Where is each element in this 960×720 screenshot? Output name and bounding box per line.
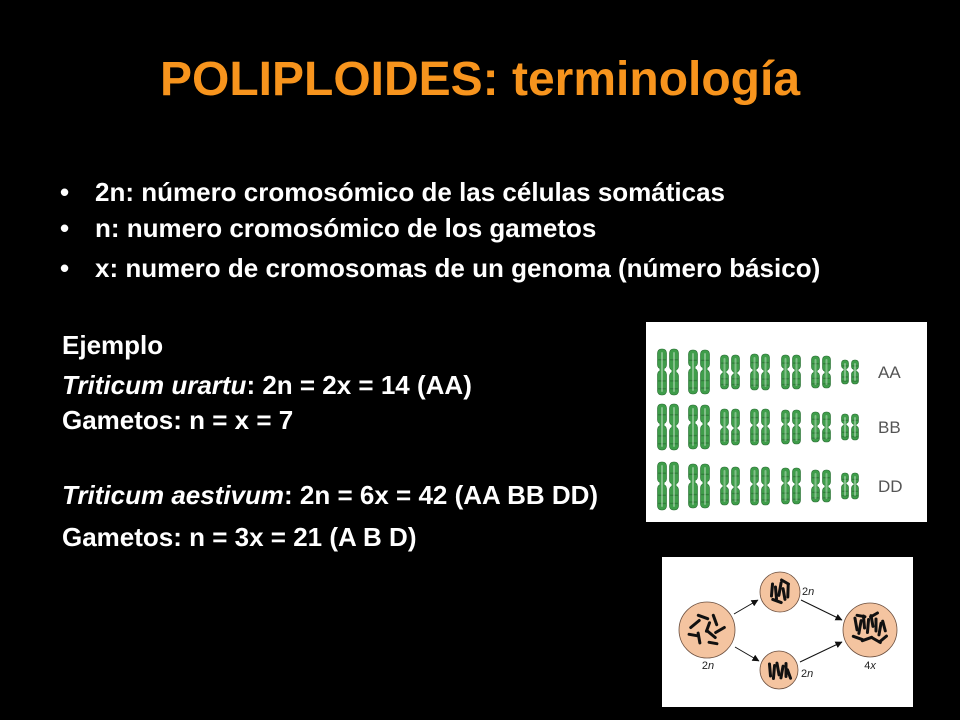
chromosome-highlight bbox=[785, 413, 787, 441]
chromosome bbox=[775, 587, 776, 599]
chromosome bbox=[842, 414, 849, 440]
chromosome bbox=[762, 409, 770, 445]
chromosome-highlight bbox=[673, 352, 675, 392]
chromosome bbox=[732, 409, 740, 445]
chromosome-pair bbox=[782, 468, 801, 504]
chromosome bbox=[823, 356, 831, 388]
chromosome-highlight bbox=[661, 465, 663, 507]
chromosome-pair bbox=[689, 350, 710, 394]
bullet-icon bbox=[60, 176, 95, 208]
species-name: Triticum aestivum bbox=[62, 480, 285, 510]
bullet-icon bbox=[60, 252, 95, 284]
chromosome-highlight bbox=[735, 470, 737, 502]
chromosome-pair bbox=[689, 405, 710, 449]
chromosome bbox=[783, 589, 785, 600]
chromosome bbox=[709, 642, 717, 643]
chromosome-highlight bbox=[661, 407, 663, 447]
chromosome bbox=[855, 618, 857, 630]
chromosome-highlight bbox=[854, 476, 856, 496]
arrow-lower-to-tetraploid bbox=[800, 642, 842, 662]
bullet-item-somatic bbox=[60, 176, 725, 208]
chromosome bbox=[689, 634, 697, 635]
chromosome-pair bbox=[782, 410, 801, 444]
chromosome-pair bbox=[842, 473, 859, 499]
chromosome-pair bbox=[782, 355, 801, 389]
upper-cell bbox=[760, 572, 800, 612]
chromosome bbox=[782, 355, 790, 389]
chromosome-highlight bbox=[692, 408, 694, 446]
chromosome-highlight bbox=[796, 471, 798, 501]
chromosome bbox=[782, 468, 790, 504]
chromosome-highlight bbox=[724, 412, 726, 442]
example-urartu-line bbox=[62, 369, 472, 401]
chromosome-highlight bbox=[826, 473, 828, 499]
chromosome-highlight bbox=[704, 353, 706, 391]
chromosome-highlight bbox=[844, 363, 846, 381]
chromosome-highlight bbox=[735, 358, 737, 386]
chromosome bbox=[852, 360, 859, 384]
genome-row-aa bbox=[658, 349, 859, 395]
chromosome-highlight bbox=[826, 415, 828, 439]
genome-label-aa: AA bbox=[878, 363, 901, 382]
genome-label-bb: BB bbox=[878, 418, 901, 437]
chromosome-highlight bbox=[692, 467, 694, 505]
chromosome bbox=[852, 473, 859, 499]
chromosome-highlight bbox=[854, 417, 856, 437]
arrow-to-lower-cell bbox=[735, 647, 759, 661]
chromosome bbox=[698, 633, 700, 643]
ploidy-label-lower: 2n bbox=[801, 668, 814, 680]
genome-label-dd: DD bbox=[878, 477, 903, 496]
example-heading: Ejemplo bbox=[62, 330, 164, 360]
chromosome-highlight bbox=[765, 357, 767, 387]
chromosome bbox=[762, 354, 770, 390]
chromosome bbox=[701, 405, 710, 449]
chromosome bbox=[852, 414, 859, 440]
chromosome bbox=[867, 620, 868, 633]
chromosome-highlight bbox=[815, 473, 817, 499]
chromosome-pair bbox=[842, 360, 859, 384]
chromosome-highlight bbox=[661, 352, 663, 392]
chromosome-set bbox=[658, 349, 859, 510]
chromosome-highlight bbox=[754, 357, 756, 387]
chromosome bbox=[812, 412, 820, 442]
slide-title: POLIPLOIDES: terminología bbox=[159, 53, 801, 106]
chromosome-highlight bbox=[704, 408, 706, 446]
ploidy-letter: n bbox=[708, 660, 715, 672]
chromosome bbox=[771, 584, 772, 596]
tetraploid-cell bbox=[843, 603, 897, 657]
chromosome bbox=[879, 623, 881, 635]
chromosome-pair bbox=[751, 467, 770, 505]
bullet-text: x: numero de cromosomas de un genoma (número básico) bbox=[95, 253, 821, 283]
ploidy-label-parent: 2n bbox=[701, 660, 715, 672]
chromosome-highlight bbox=[673, 407, 675, 447]
chromosome bbox=[721, 409, 729, 445]
chromosome bbox=[812, 470, 820, 502]
chromosome-highlight bbox=[796, 358, 798, 386]
arrow-to-upper-cell bbox=[734, 600, 758, 614]
lower-cell bbox=[760, 651, 798, 689]
polyploidization-diagram bbox=[662, 557, 913, 707]
chromosome-pair bbox=[658, 349, 679, 395]
chromosome bbox=[732, 355, 740, 389]
chromosome-highlight bbox=[826, 359, 828, 385]
parent-cell bbox=[679, 602, 735, 658]
chromosome bbox=[658, 349, 667, 395]
chromosome-pair bbox=[721, 467, 740, 505]
chromosome bbox=[823, 412, 831, 442]
chromosome bbox=[689, 405, 698, 449]
chromosome bbox=[793, 410, 801, 444]
chromosome bbox=[842, 360, 849, 384]
chromosome bbox=[670, 462, 679, 510]
species-name: Triticum urartu bbox=[62, 370, 247, 400]
chromosome bbox=[812, 356, 820, 388]
karyotype-svg bbox=[646, 322, 927, 522]
chromosome-highlight bbox=[754, 412, 756, 442]
chromosome bbox=[751, 354, 759, 390]
chromosome bbox=[769, 664, 770, 676]
chromosome-highlight bbox=[844, 476, 846, 496]
cell-membrane bbox=[843, 603, 897, 657]
ploidy-letter: n bbox=[808, 586, 815, 598]
ploidy-label-upper: 2n bbox=[802, 586, 815, 598]
chromosome bbox=[689, 464, 698, 508]
ploidy-letter: n bbox=[807, 668, 814, 680]
chromosome-highlight bbox=[815, 359, 817, 385]
chromosome-highlight bbox=[815, 415, 817, 439]
bullet-icon bbox=[60, 212, 95, 244]
example-urartu-gametes: Gametos: n = x = 7 bbox=[62, 405, 294, 435]
chromosome bbox=[751, 467, 759, 505]
chromosome bbox=[658, 404, 667, 450]
chromosome-highlight bbox=[692, 353, 694, 391]
chromosome-pair bbox=[689, 464, 710, 508]
chromosome bbox=[777, 663, 779, 675]
chromosome-formula: : 2n = 6x = 42 (AA BB DD) bbox=[284, 480, 599, 510]
arrow-upper-to-tetraploid bbox=[801, 600, 842, 620]
chromosome-highlight bbox=[854, 363, 856, 381]
chromosome bbox=[701, 464, 710, 508]
chromosome bbox=[721, 355, 729, 389]
chromosome bbox=[781, 666, 783, 678]
chromosome-highlight bbox=[844, 417, 846, 437]
chromosome bbox=[773, 666, 774, 679]
chromosome-highlight bbox=[754, 470, 756, 502]
ploidy-label-result: 4x bbox=[864, 660, 876, 672]
chromosome bbox=[751, 409, 759, 445]
bullet-item-gametes bbox=[60, 212, 596, 244]
chromosome bbox=[793, 468, 801, 504]
chromosome-highlight bbox=[765, 412, 767, 442]
ploidy-letter: x bbox=[870, 660, 876, 672]
chromosome bbox=[782, 410, 790, 444]
chromosome-highlight bbox=[735, 412, 737, 442]
chromosome-highlight bbox=[785, 471, 787, 501]
chromosome bbox=[857, 615, 865, 616]
chromosome-pair bbox=[812, 356, 831, 388]
chromosome-highlight bbox=[796, 413, 798, 441]
chromosome-highlight bbox=[724, 358, 726, 386]
chromosome bbox=[842, 473, 849, 499]
chromosome-highlight bbox=[765, 470, 767, 502]
chromosome-highlight bbox=[724, 470, 726, 502]
chromosome-pair bbox=[721, 409, 740, 445]
chromosome bbox=[793, 355, 801, 389]
chromosome-highlight bbox=[704, 467, 706, 505]
chromosome-pair bbox=[751, 409, 770, 445]
chromosome-pair bbox=[721, 355, 740, 389]
bullet-text: n: numero cromosómico de los gametos bbox=[95, 213, 597, 243]
bullet-item-basic-number bbox=[60, 252, 820, 284]
chromosome-pair bbox=[812, 470, 831, 502]
chromosome-pair bbox=[812, 412, 831, 442]
genome-row-dd bbox=[658, 462, 859, 510]
polyploidization-svg bbox=[662, 557, 913, 707]
chromosome bbox=[689, 350, 698, 394]
example-aestivum-line bbox=[62, 479, 598, 511]
chromosome-formula: : 2n = 2x = 14 (AA) bbox=[246, 370, 472, 400]
chromosome bbox=[732, 467, 740, 505]
chromosome-pair bbox=[658, 462, 679, 510]
chromosome-highlight bbox=[673, 465, 675, 507]
chromosome bbox=[670, 404, 679, 450]
chromosome-pair bbox=[751, 354, 770, 390]
chromosome-highlight bbox=[785, 358, 787, 386]
bullet-text: 2n: número cromosómico de las células somáticas bbox=[95, 177, 726, 207]
genome-row-bb bbox=[658, 404, 859, 450]
example-aestivum-gametes: Gametos: n = 3x = 21 (A B D) bbox=[62, 522, 417, 552]
chromosome bbox=[701, 350, 710, 394]
chromosome bbox=[658, 462, 667, 510]
chromosome bbox=[670, 349, 679, 395]
chromosome-pair bbox=[658, 404, 679, 450]
karyotype-figure bbox=[646, 322, 927, 522]
chromosome-pair bbox=[842, 414, 859, 440]
chromosome bbox=[721, 467, 729, 505]
chromosome bbox=[762, 467, 770, 505]
chromosome bbox=[823, 470, 831, 502]
